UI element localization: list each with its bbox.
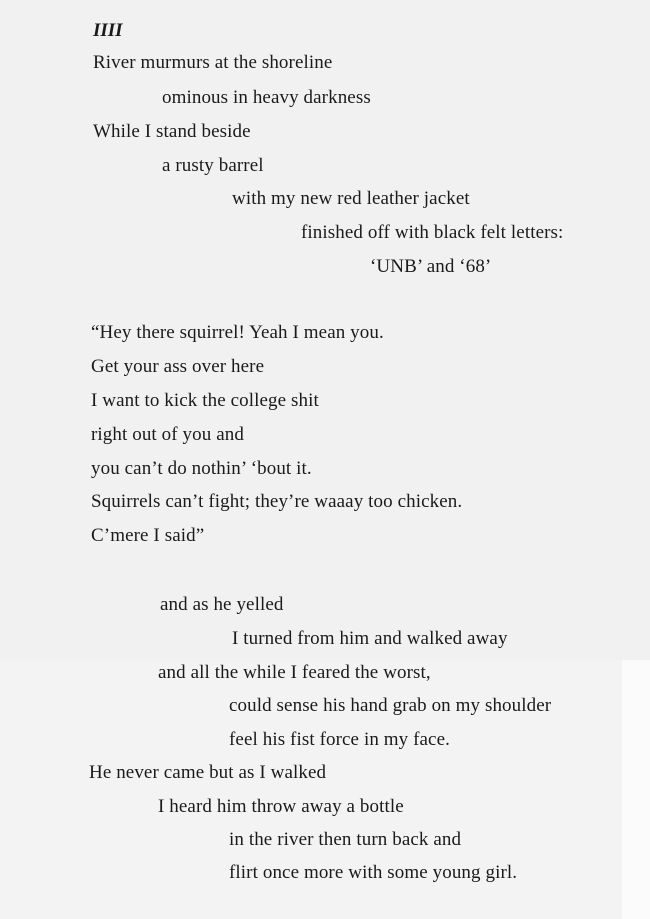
- poem-line: with my new red leather jacket: [232, 188, 470, 209]
- poem-line: feel his fist force in my face.: [229, 729, 450, 750]
- poem-line: you can’t do nothin’ ‘bout it.: [91, 458, 312, 479]
- poem-line: and as he yelled: [160, 594, 284, 615]
- poem-line: and all the while I feared the worst,: [158, 662, 431, 683]
- poem-line: flirt once more with some young girl.: [229, 862, 518, 883]
- poem-line: in the river then turn back and: [229, 829, 462, 850]
- poem-line: “Hey there squirrel! Yeah I mean you.: [91, 322, 384, 343]
- poem-line: While I stand beside: [93, 121, 251, 142]
- poem-section-heading: IIII: [93, 20, 123, 41]
- poem-line: right out of you and: [91, 424, 244, 445]
- poem-line: I heard him throw away a bottle: [158, 796, 404, 817]
- poem-line: I turned from him and walked away: [232, 628, 508, 649]
- poem-line: ominous in heavy darkness: [162, 87, 371, 108]
- poem-line: ‘UNB’ and ‘68’: [370, 256, 492, 277]
- poem-line: a rusty barrel: [162, 155, 264, 176]
- poem-line: could sense his hand grab on my shoulder: [229, 695, 552, 716]
- poem-line: Squirrels can’t fight; they’re waaay too chicken.: [91, 491, 463, 512]
- poem-line: He never came but as I walked: [89, 762, 327, 783]
- poem-line: River murmurs at the shoreline: [93, 52, 333, 73]
- poem-line: finished off with black felt letters:: [301, 222, 564, 243]
- poem-line: I want to kick the college shit: [91, 390, 319, 411]
- poem-line: C’mere I said”: [91, 525, 205, 546]
- poem-line: Get your ass over here: [91, 356, 265, 377]
